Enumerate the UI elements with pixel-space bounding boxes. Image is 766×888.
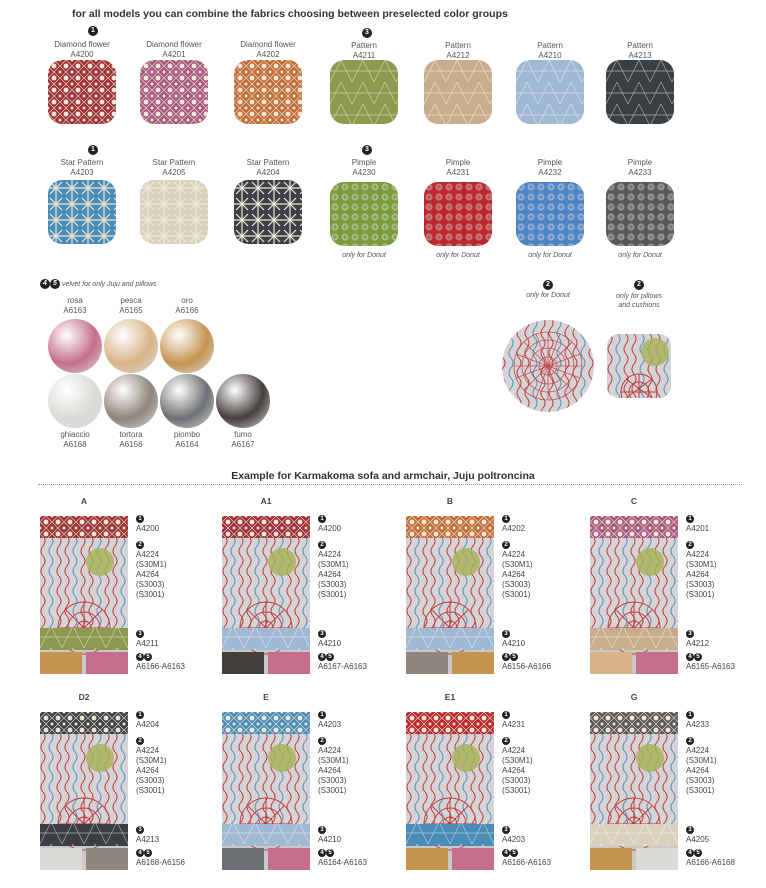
middle-fabric-code: (S30M1)	[318, 756, 349, 765]
example-pillow-stack[interactable]	[222, 712, 310, 870]
middle-fabric-code: A4224	[136, 550, 160, 559]
fabric-swatch[interactable]	[140, 180, 208, 244]
middle-fabric-code: A4264	[686, 570, 710, 579]
swatch-name: Star Pattern	[60, 158, 104, 167]
code-group-1: 1	[318, 710, 402, 720]
velvet-label	[150, 296, 224, 315]
middle-fabric-code: A4224	[136, 746, 160, 755]
middle-fabric-code: (S3003)	[136, 776, 165, 785]
swatch-name: Pimple	[351, 158, 377, 167]
middle-fabric-code: A4264	[136, 570, 160, 579]
velvet-swatch[interactable]	[48, 319, 102, 373]
swatch-code: A4232	[538, 167, 562, 177]
middle-fabric-code: (S30M1)	[502, 560, 533, 569]
fabric-texture	[424, 60, 492, 124]
code-group-2: 2	[318, 540, 402, 550]
example-codes	[136, 514, 220, 672]
middle-fabric-code: A4224	[502, 746, 526, 755]
band-fabric-code: A4210	[318, 835, 342, 844]
code-group-3: 3	[686, 825, 766, 835]
band-fabric-code: A4210	[318, 639, 342, 648]
code-group-45: 4 5	[686, 848, 766, 858]
example-fabric-stack	[222, 712, 310, 870]
swatch-note: only for Donut	[528, 252, 572, 259]
swatch-name: Diamond flower	[146, 40, 202, 49]
velvet-combo-code: A6166-A6163	[136, 662, 185, 671]
swatch-label	[130, 40, 218, 59]
example-pillow-stack[interactable]	[590, 516, 678, 674]
middle-fabric-code: (S3001)	[318, 786, 347, 795]
fabric-texture	[606, 182, 674, 246]
rosette-icon	[514, 332, 582, 400]
middle-fabric-code: (S30M1)	[136, 560, 167, 569]
code-group-45: 4 5	[136, 652, 220, 662]
example-fabric-stack	[406, 516, 494, 674]
example-fabric-stack	[406, 712, 494, 870]
swatch-label	[38, 40, 126, 59]
velvet-name: pesca	[120, 296, 142, 305]
code-group-3: 3	[318, 825, 402, 835]
swatch-label	[320, 158, 408, 177]
example-codes	[686, 710, 766, 868]
velvet-swatch[interactable]	[104, 374, 158, 428]
middle-fabric-code: (S30M1)	[136, 756, 167, 765]
example-codes	[318, 710, 402, 868]
velvet-code: A6168	[63, 439, 87, 449]
code-group-45: 4 5	[318, 652, 402, 662]
example-title: A	[80, 496, 88, 506]
velvet-swatch[interactable]	[160, 374, 214, 428]
swatch-label	[224, 40, 312, 59]
fabric-swatch[interactable]	[516, 182, 584, 246]
middle-fabric-code: A4224	[686, 550, 710, 559]
example-fabric-stack	[40, 516, 128, 674]
swatch-code: A4211	[352, 50, 376, 60]
velvet-name: fumo	[234, 430, 252, 439]
swatch-code: A4231	[446, 167, 470, 177]
code-group-3: 3	[136, 825, 220, 835]
top-fabric-code: A4200	[136, 524, 160, 533]
swatch-label	[414, 41, 502, 60]
velvet-combo-code: A6166-A6163	[502, 858, 551, 867]
middle-fabric-code: A4264	[686, 766, 710, 775]
example-title: G	[630, 692, 638, 702]
code-group-1: 1	[136, 514, 220, 524]
group-3-badge: 3	[362, 28, 372, 38]
fabric-texture	[140, 180, 208, 244]
velvet-name: tortora	[119, 430, 143, 439]
swatch-label	[130, 158, 218, 177]
swatch-name: Star Pattern	[152, 158, 196, 167]
middle-fabric-code: A4264	[502, 570, 526, 579]
velvet-combo-code: A6166-A6168	[686, 858, 735, 867]
fabric-swatch[interactable]	[606, 182, 674, 246]
middle-fabric-code: (S3003)	[318, 580, 347, 589]
group-2-badge-donut: 2	[543, 280, 553, 290]
group-1-badge-2: 1	[88, 145, 98, 155]
example-fabric-stack	[222, 516, 310, 674]
band-fabric-code: A4212	[686, 639, 710, 648]
example-fabric-stack	[590, 516, 678, 674]
fabric-texture	[48, 60, 116, 124]
swatch-label	[596, 41, 684, 60]
donut-only-note: only for Donut	[526, 292, 570, 299]
middle-fabric-code: (S3003)	[318, 776, 347, 785]
velvet-combo-code: A6167-A6163	[318, 662, 367, 671]
middle-fabric-code: A4264	[502, 766, 526, 775]
examples-title: Example for Karmakoma sofa and armchair, Juju poltroncina	[231, 470, 535, 482]
example-codes	[318, 514, 402, 672]
fabric-swatch[interactable]	[606, 60, 674, 124]
swatch-note: only for Donut	[618, 252, 662, 259]
velvet-code: A6165	[119, 305, 143, 315]
example-codes	[502, 514, 586, 672]
code-group-2: 2	[686, 736, 766, 746]
swatch-name: Pimple	[627, 158, 653, 167]
example-fabric-stack	[590, 712, 678, 870]
middle-fabric-code: (S30M1)	[686, 756, 717, 765]
code-group-2: 2	[136, 540, 220, 550]
swatch-code: A4212	[446, 50, 470, 60]
code-group-45: 4 5	[318, 848, 402, 858]
swatch-code: A4204	[256, 167, 280, 177]
example-title: C	[630, 496, 638, 506]
fabric-swatch[interactable]	[234, 180, 302, 244]
band-fabric-code: A4211	[136, 639, 159, 648]
middle-fabric-code: (S3001)	[502, 786, 531, 795]
fabric-swatch[interactable]	[140, 60, 208, 124]
velvet-code: A6164	[175, 439, 199, 449]
velvet-label	[206, 430, 280, 449]
middle-fabric-code: A4264	[318, 570, 342, 579]
velvet-name: piombo	[173, 430, 201, 439]
swatch-code: A4233	[628, 167, 652, 177]
example-title: E1	[444, 692, 456, 702]
example-pillow-stack[interactable]	[406, 712, 494, 870]
fabric-swatch[interactable]	[48, 60, 116, 124]
band-fabric-code: A4213	[136, 835, 160, 844]
swatch-code: A4213	[628, 50, 652, 60]
swatch-code: A4230	[352, 167, 376, 177]
fabric-swatch[interactable]	[234, 60, 302, 124]
middle-fabric-code: (S3003)	[686, 580, 715, 589]
middle-fabric-code: (S3001)	[686, 786, 715, 795]
velvet-note: 4 5 velvet for only Juju and pillows	[40, 279, 157, 289]
example-title: B	[446, 496, 454, 506]
top-fabric-code: A4200	[318, 524, 342, 533]
middle-fabric-code: (S3003)	[502, 776, 531, 785]
top-fabric-code: A4203	[318, 720, 342, 729]
intro-heading: for all models you can combine the fabrics choosing between preselected color groups	[72, 8, 508, 20]
code-group-2: 2	[136, 736, 220, 746]
middle-fabric-code: A4224	[502, 550, 526, 559]
velvet-name: oro	[181, 296, 193, 305]
swatch-name: Pattern	[445, 41, 471, 50]
velvet-swatch[interactable]	[104, 319, 158, 373]
swatch-label	[506, 158, 594, 177]
middle-fabric-code: (S30M1)	[686, 560, 717, 569]
middle-fabric-code: (S30M1)	[318, 560, 349, 569]
top-fabric-code: A4202	[502, 524, 526, 533]
example-codes	[502, 710, 586, 868]
middle-fabric-code: (S3003)	[136, 580, 165, 589]
fabric-texture	[330, 182, 398, 246]
donut-fabric-sample	[500, 318, 596, 414]
middle-fabric-code: (S3001)	[502, 590, 531, 599]
top-fabric-code: A4233	[686, 720, 710, 729]
velvet-combo-code: A6165-A6163	[686, 662, 735, 671]
code-group-1: 1	[502, 514, 586, 524]
velvet-code: A6166	[175, 305, 199, 315]
group-3-badge-2: 3	[362, 145, 372, 155]
code-group-45: 4 5	[502, 652, 586, 662]
velvet-combo-code: A6164-A6163	[318, 858, 367, 867]
example-title: A1	[260, 496, 272, 506]
code-group-1: 1	[318, 514, 402, 524]
middle-fabric-code: A4264	[318, 766, 342, 775]
swatch-label	[414, 158, 502, 177]
group-2-badge-pillows: 2	[634, 280, 644, 290]
velvet-code: A6156	[119, 439, 143, 449]
middle-fabric-code: (S3003)	[686, 776, 715, 785]
swatch-label	[38, 158, 126, 177]
middle-fabric-code: A4264	[136, 766, 160, 775]
velvet-name: rosa	[67, 296, 83, 305]
velvet-swatch[interactable]	[216, 374, 270, 428]
example-pillow-stack[interactable]	[406, 516, 494, 674]
fabric-swatch[interactable]	[330, 60, 398, 124]
swatch-name: Pimple	[445, 158, 471, 167]
band-fabric-code: A4210	[502, 639, 526, 648]
example-codes	[136, 710, 220, 868]
example-pillow-stack[interactable]	[590, 712, 678, 870]
code-group-2: 2	[502, 540, 586, 550]
swatch-name: Pattern	[351, 41, 377, 50]
swatch-code: A4201	[162, 49, 186, 59]
swatch-name: Diamond flower	[54, 40, 110, 49]
fabric-swatch[interactable]	[424, 182, 492, 246]
middle-fabric-code: (S3001)	[318, 590, 347, 599]
code-group-45: 4 5	[136, 848, 220, 858]
example-title: E	[263, 692, 269, 702]
code-group-3: 3	[318, 629, 402, 639]
fabric-texture	[606, 60, 674, 124]
middle-fabric-code: (S3001)	[686, 590, 715, 599]
swatch-note: only for Donut	[436, 252, 480, 259]
velvet-swatch[interactable]	[160, 319, 214, 373]
swatch-label	[506, 41, 594, 60]
fabric-texture	[234, 60, 302, 124]
swatch-name: Pattern	[627, 41, 653, 50]
section-divider	[38, 484, 742, 485]
fabric-swatch[interactable]	[48, 180, 116, 244]
code-group-1: 1	[686, 710, 766, 720]
swatch-code: A4210	[538, 50, 562, 60]
pillows-only-note: only for pillows and cushions	[616, 293, 662, 309]
velvet-combo-code: A6156-A6166	[502, 662, 551, 671]
swatch-note: only for Donut	[342, 252, 386, 259]
group-1-badge: 1	[88, 26, 98, 36]
swatch-code: A4200	[70, 49, 94, 59]
middle-fabric-code: (S3001)	[136, 590, 165, 599]
middle-fabric-code: (S3003)	[502, 580, 531, 589]
top-fabric-code: A4231	[502, 720, 526, 729]
code-group-45: 4 5	[686, 652, 766, 662]
code-group-3: 3	[502, 825, 586, 835]
band-fabric-code: A4203	[502, 835, 526, 844]
example-codes	[686, 514, 766, 672]
code-group-3: 3	[502, 629, 586, 639]
code-group-3: 3	[686, 629, 766, 639]
swatch-name: Pimple	[537, 158, 563, 167]
swatch-code: A4202	[256, 49, 280, 59]
fabric-swatch[interactable]	[424, 60, 492, 124]
fabric-texture	[330, 60, 398, 124]
fabric-swatch[interactable]	[330, 182, 398, 246]
fabric-texture	[140, 60, 208, 124]
fabric-texture	[516, 60, 584, 124]
fabric-texture	[48, 180, 116, 244]
swatch-label	[596, 158, 684, 177]
velvet-code: A6163	[63, 305, 87, 315]
fabric-texture	[424, 182, 492, 246]
code-group-2: 2	[318, 736, 402, 746]
swatch-label	[320, 41, 408, 60]
swatch-label	[224, 158, 312, 177]
swatch-name: Diamond flower	[240, 40, 296, 49]
example-title: D2	[78, 692, 90, 702]
pillow-fabric-sample	[607, 334, 671, 398]
velvet-code: A6167	[231, 439, 255, 449]
fabric-texture	[234, 180, 302, 244]
swatch-name: Pattern	[537, 41, 563, 50]
code-group-2: 2	[686, 540, 766, 550]
example-fabric-stack	[40, 712, 128, 870]
fabric-swatch[interactable]	[516, 60, 584, 124]
middle-fabric-code: (S3001)	[136, 786, 165, 795]
middle-fabric-code: A4224	[318, 550, 342, 559]
velvet-swatch[interactable]	[48, 374, 102, 428]
swatch-name: Star Pattern	[246, 158, 290, 167]
band-fabric-code: A4205	[686, 835, 710, 844]
code-group-3: 3	[136, 629, 220, 639]
velvet-combo-code: A6168-A6156	[136, 858, 185, 867]
example-pillow-stack[interactable]	[40, 516, 128, 674]
swatch-code: A4205	[162, 167, 186, 177]
fabric-texture	[516, 182, 584, 246]
code-group-1: 1	[502, 710, 586, 720]
example-pillow-stack[interactable]	[40, 712, 128, 870]
code-group-45: 4 5	[502, 848, 586, 858]
middle-fabric-code: A4224	[318, 746, 342, 755]
code-group-2: 2	[502, 736, 586, 746]
top-fabric-code: A4204	[136, 720, 160, 729]
top-fabric-code: A4201	[686, 524, 710, 533]
swatch-code: A4203	[70, 167, 94, 177]
middle-fabric-code: (S30M1)	[502, 756, 533, 765]
code-group-1: 1	[686, 514, 766, 524]
code-group-1: 1	[136, 710, 220, 720]
example-pillow-stack[interactable]	[222, 516, 310, 674]
velvet-name: ghiaccio	[60, 430, 90, 439]
middle-fabric-code: A4224	[686, 746, 710, 755]
